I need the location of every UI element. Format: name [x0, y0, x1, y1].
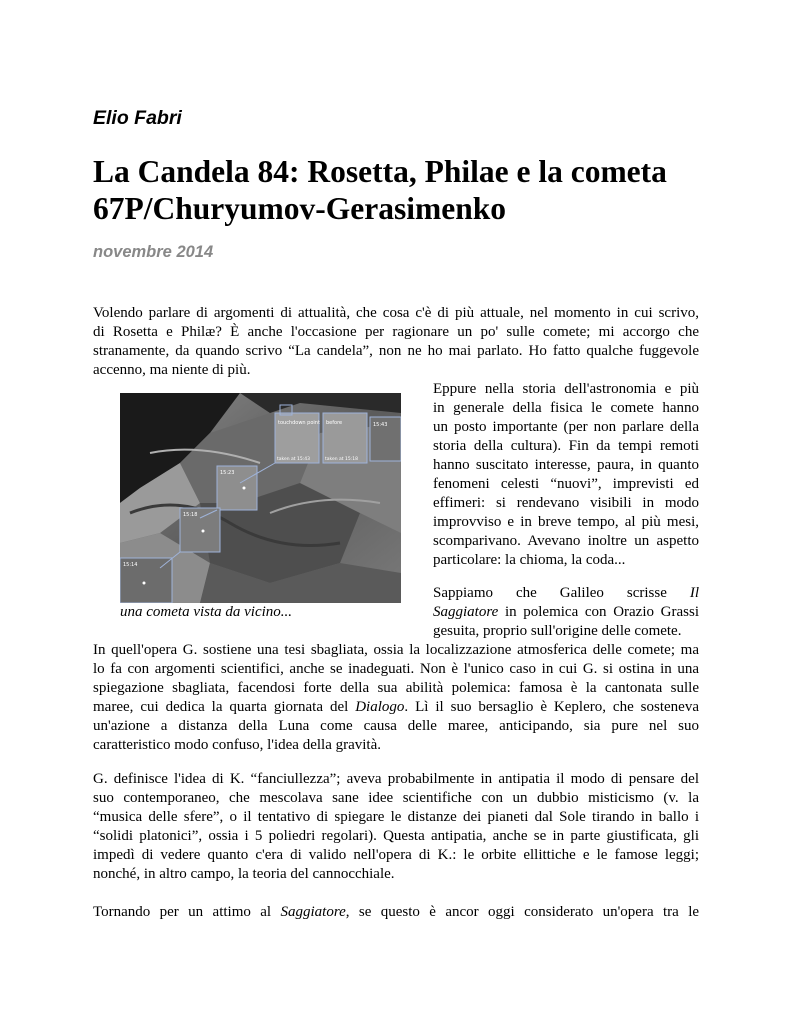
photo-caption: una cometa vista da vicino...: [120, 604, 293, 620]
text-line: hanno suscitato interesse, paura, in quanto: [433, 457, 699, 473]
before-label: before: [326, 420, 343, 426]
comet-surface-image: [120, 393, 401, 603]
text-line: spiegazione sbagliata, facendosi forte della sua abilità polemica: famosa è la cantonata sulle: [93, 680, 699, 696]
text-line: Volendo parlare di argomenti di attualità, che cosa c'è di più attuale, nel momento in cui scrivo,: [93, 305, 699, 321]
text-line: impedì di vedere quanto c'era di valido nell'opera di K.: le orbite ellittiche e le famose leggi;: [93, 847, 699, 863]
text-line: un posto importante (per non parlare della: [433, 419, 699, 435]
paragraph-galileo-start: [433, 584, 699, 641]
text-line: fenomeni celesti “nuovi”, imprevisti ed: [433, 476, 699, 492]
text-line: “musica delle sfere”, o il tentativo di spiegare le distanze dei pianeti dal Sole tirando in ballo i: [93, 809, 699, 825]
text-line: accenno, ma niente di più.: [93, 362, 251, 378]
text-line: Saggiatore in polemica con Orazio Grassi: [433, 604, 699, 620]
time-1543-label: 15:43: [373, 422, 388, 428]
comet-photo: [120, 393, 401, 603]
text-line: Eppure nella storia dell'astronomia e più: [433, 381, 699, 397]
page-title: La Candela 84: Rosetta, Philae e la cometa 67P/Churyumov-Gerasimenko: [93, 154, 667, 226]
taken-left-label: taken at 15:43: [277, 457, 310, 462]
text-line: “solidi platonici”, ossia i 5 poliedri regolari). Questa antipatia, anche se in parte giustificata, gli: [93, 828, 699, 844]
time-1523-label: 15:23: [220, 470, 235, 476]
text-line: stranamente, da quando scrivo “La candela”, non ne ho mai parlato. Ho fatto qualche fuggevole: [93, 343, 699, 359]
touchdown-label: touchdown point: [278, 420, 320, 426]
text-line: di Rosetta e Philæ? È anche l'occasione per ragionare un po' sulle comete; mi accorgo che: [93, 324, 699, 340]
text-line: In quell'opera G. sostiene una tesi sbagliata, ossia la localizzazione atmosferica delle comete; ma: [93, 642, 699, 658]
text-line: effimeri: si rendevano visibili in modo: [433, 495, 699, 511]
text-line: Tornando per un attimo al Saggiatore, se questo è ancor oggi considerato un'opera tra le: [93, 904, 700, 920]
taken-right-label: taken at 15:18: [325, 457, 358, 462]
text-line: improvviso e in breve tempo, al più mesi,: [433, 514, 699, 530]
time-1514-label: 15:14: [123, 562, 138, 568]
text-line: G. definisce l'idea di K. “fanciullezza”; aveva probabilmente in antipatia il modo di pensare del: [93, 771, 699, 787]
publication-date: novembre 2014: [93, 243, 214, 261]
time-1518-label: 15:18: [183, 512, 198, 518]
text-line: caratteristico modo confuso, l'idea della gravità.: [93, 737, 382, 753]
text-line: lo fa con argomenti scientifici, anche se inadeguati. Non è l'unico caso in cui G. si ostina in una: [93, 661, 699, 677]
text-line: suo contemporaneo, che mescolava sane idee scientifiche con un dubbio misticismo (v. la: [93, 790, 699, 806]
paragraph-saggiatore: [93, 903, 699, 922]
text-line: gesuita, proprio sull'origine delle comete.: [433, 623, 682, 639]
text-line: maree, cui dedica la quarta giornata del Dialogo. Lì il suo bersaglio è Keplero, che sosteneva: [93, 699, 699, 715]
author-name: Elio Fabri: [93, 107, 182, 129]
paragraph-kepler: [93, 770, 699, 884]
text-line: nonché, in altro campo, la teoria del cannocchiale.: [93, 866, 395, 882]
text-line: particolare: la chioma, la coda...: [433, 552, 626, 568]
text-line: Sappiamo che Galileo scrisse Il: [433, 585, 699, 601]
paragraph-intro: [93, 304, 699, 380]
text-line: storia della cultura). Fin da tempi remoti: [433, 438, 699, 454]
paragraph-history: [433, 380, 699, 570]
text-line: un'azione a distanza della Luna come causa delle maree, anticipando, sia pure nel suo: [93, 718, 699, 734]
text-line: scomparivano. Avevano inoltre un aspetto: [433, 533, 699, 549]
paragraph-galileo: [93, 641, 699, 755]
text-line: in generale della fisica le comete hanno: [433, 400, 699, 416]
